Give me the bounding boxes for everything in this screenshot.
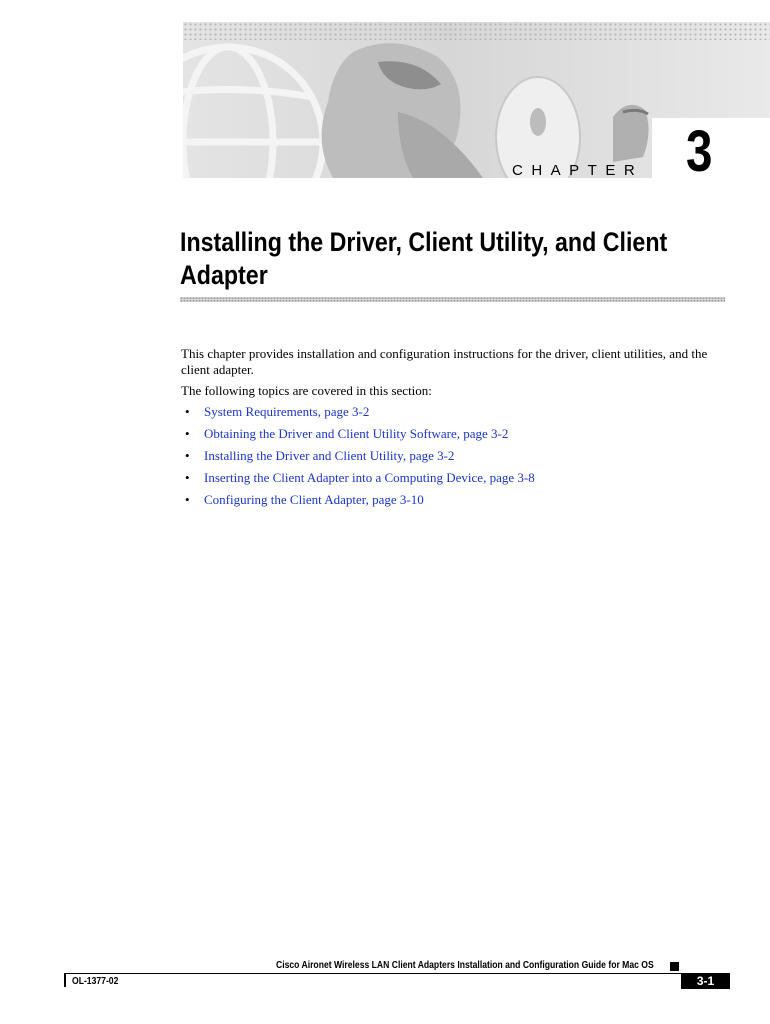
chapter-title: Installing the Driver, Client Utility, and Client Adapter [180, 227, 668, 290]
footer-marker [670, 962, 679, 971]
topic-link-obtaining-software[interactable]: Obtaining the Driver and Client Utility Software, page 3-2 [204, 426, 509, 441]
chapter-number: 3 [686, 119, 713, 184]
footer-rule [64, 973, 730, 974]
intro-paragraph: This chapter provides installation and configuration instructions for the driver, client utilities, and the client adapter. [181, 346, 708, 377]
bullet-icon: • [185, 404, 190, 419]
bullet-icon: • [185, 470, 190, 485]
title-rule [180, 297, 725, 302]
chapter-label: CHAPTER [512, 162, 644, 179]
topics-intro: The following topics are covered in this section: [181, 383, 432, 398]
bullet-icon: • [185, 492, 190, 507]
topic-link-system-requirements[interactable]: System Requirements, page 3-2 [204, 404, 370, 419]
footer-guide-title: Cisco Aironet Wireless LAN Client Adapters Installation and Configuration Guide for Mac OS [276, 960, 654, 971]
footer-tick [64, 973, 66, 987]
footer-doc-number: OL-1377-02 [72, 976, 119, 987]
bullet-icon: • [185, 448, 190, 463]
topic-link-installing-driver[interactable]: Installing the Driver and Client Utility, page 3-2 [204, 448, 455, 463]
topic-link-inserting-adapter[interactable]: Inserting the Client Adapter into a Computing Device, page 3-8 [204, 470, 535, 485]
topic-link-configuring-adapter[interactable]: Configuring the Client Adapter, page 3-10 [204, 492, 424, 507]
page-number: 3-1 [681, 973, 730, 989]
bullet-icon: • [185, 426, 190, 441]
